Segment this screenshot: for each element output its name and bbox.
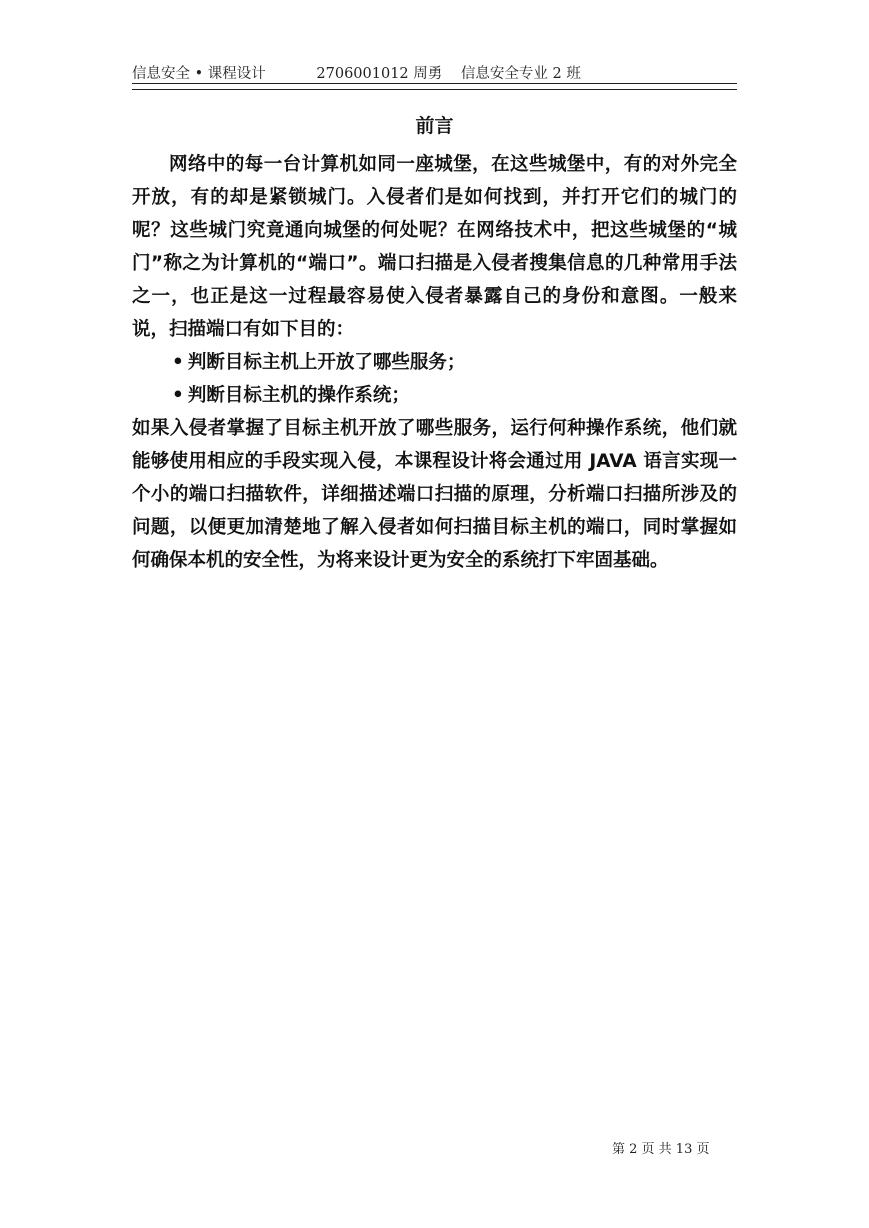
list-item (132, 379, 737, 412)
header-double-rule (132, 83, 737, 90)
page-header (132, 62, 737, 83)
header-author: 2706001012 周勇 (316, 66, 443, 82)
conclusion-paragraph: 如果入侵者掌握了目标主机开放了哪些服务，运行何种操作系统，他们就能够使用相应的手段实现入侵，本课程设计将会通过用 JAVA 语言实现一个小的端口扫描软件，详细描述端口扫描的原理，分析端口扫描所涉及的问题，以便更加清楚地了解入侵者如何扫描目标主机的端口，同时掌握如何确保本机的安全性，为将来设计更为安全的系统打下牢固基础。 (132, 418, 737, 571)
bullet-marker: • (172, 352, 184, 373)
purpose-list (132, 346, 737, 412)
list-item (132, 346, 737, 379)
bullet-marker: • (172, 385, 184, 406)
list-item-text: 判断目标主机上开放了哪些服务； (187, 352, 466, 373)
intro-paragraph: 网络中的每一台计算机如同一座城堡，在这些城堡中，有的对外完全开放，有的却是紧锁城门。入侵者们是如何找到，并打开它们的城门的呢？这些城门究竟通向城堡的何处呢？在网络技术中，把这些城堡的“城门”称之为计算机的“端口”。端口扫描是入侵者搜集信息的几种常用手法之一，也正是这一过程最容易使入侵者暴露自己的身份和意图。一般来说，扫描端口有如下目的： (132, 154, 737, 340)
header-class: 信息安全专业 2 班 (460, 66, 581, 82)
header-course-title: 信息安全 • 课程设计 (132, 66, 266, 82)
section-body (132, 148, 737, 577)
section-title: 前言 (415, 115, 454, 137)
page-number-footer: 第 2 页 共 13 页 (612, 1142, 710, 1157)
list-item-text: 判断目标主机的操作系统； (187, 385, 410, 406)
